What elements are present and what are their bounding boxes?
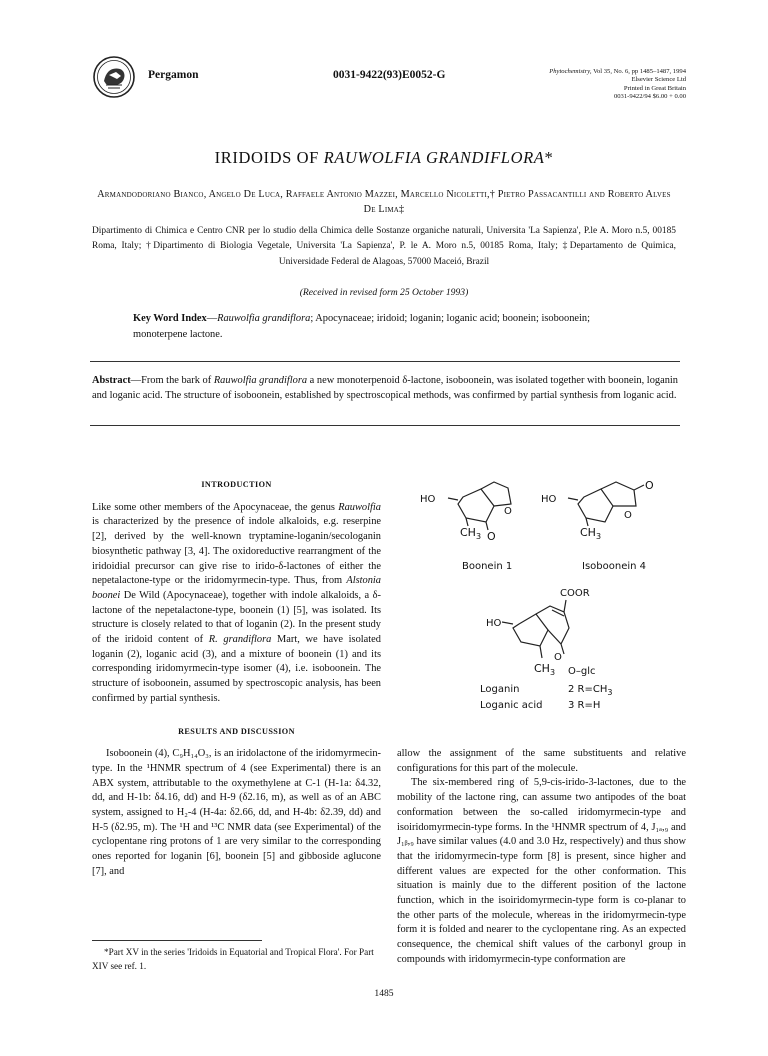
right-paragraph-continued: allow the assignment of the same substituents and relative configurations for this part of the molecule. bbox=[397, 748, 686, 774]
loganin-structure bbox=[480, 588, 612, 711]
isoboonein-carbonyl-o: O bbox=[645, 479, 654, 492]
issn-line: 0031-9422/94 $6.00 + 0.00 bbox=[613, 92, 686, 100]
title-footnote-mark: * bbox=[544, 148, 554, 167]
abstract-bottom-rule bbox=[90, 425, 680, 426]
title-prefix: IRIDOIDS OF bbox=[214, 148, 324, 167]
affiliations: Dipartimento di Chimica e Centro CNR per lo studio della Chimica delle Sostanze organiche naturali, Universita 'La Sapienza', P.le A. Moro n.5, 00185 Roma, Italy; †Dipartimento di Biologia Vegetale, Universita 'La Sapienza', P. le A. Moro n.5, 00185 Roma, Italy; ‡Departamento de Quimica, Universidade Federal de Alagoas, 57000 Maceió, Brazil bbox=[92, 226, 676, 267]
loganin-ch3-label: $CH_3$ bbox=[534, 662, 556, 677]
boonein-structure bbox=[420, 482, 512, 572]
abstract-top-rule bbox=[90, 361, 680, 362]
journal-citation bbox=[496, 68, 686, 101]
publisher-name: Pergamon bbox=[148, 69, 199, 81]
loganin-ring-o: O bbox=[554, 652, 562, 663]
right-column bbox=[397, 747, 686, 968]
printed-line: Printed in Great Britain bbox=[623, 84, 686, 92]
title-species: RAUWOLFIA GRANDIFLORA bbox=[323, 148, 545, 167]
keywords-genus: Rauwolfia grandiflora bbox=[217, 313, 311, 324]
page-number: 1485 bbox=[374, 988, 394, 999]
loganin-name: Loganin bbox=[480, 684, 520, 695]
abstract-text: a new monoterpenoid δ-lactone, isoboonein, was isolated together with boonein, loganin and loganic acid. The structure of isoboonein, established by spectroscopical methods, was confirmed by partial synthesis from loganic acid. bbox=[92, 375, 678, 402]
intro-species-2: R. grandiflora bbox=[208, 634, 272, 646]
footnote-rule bbox=[92, 940, 262, 941]
boonein-ch3-label: $CH_3$ bbox=[460, 526, 482, 541]
introduction-heading: INTRODUCTION bbox=[201, 480, 272, 489]
isoboonein-label: Isoboonein 4 bbox=[582, 561, 647, 572]
publisher-line: Elsevier Science Ltd bbox=[631, 76, 686, 84]
coor-label: COOR bbox=[560, 588, 590, 599]
intro-text-c: De Wild (Apocynaceae), together with indole alkaloids, a δ-lactone of the nepetalactone-type, boonein (1) [5], was isolated. Its structure is closely related to that of loganin (2). In the present study of the iridoid content of bbox=[92, 589, 381, 646]
intro-text-d: Mart, we have isolated loganin (2), loganic acid (3), and a mixture of boonein (1) and its corresponding iridomyrmecin-type isomer (4), i.e. isoboonein. The structure of isoboonein, assumed by spectroscopic analysis, has been confirmed by partial synthesis. bbox=[92, 634, 381, 704]
isoboonein-ring-o: O bbox=[624, 510, 632, 521]
chemical-structures bbox=[396, 476, 684, 720]
author-list: Armandodoriano Bianco, Angelo De Luca, Raffaele Antonio Mazzei, Marcello Nicoletti,† Pietro Passacantilli and Roberto Alves De Lima‡ bbox=[97, 189, 671, 215]
received-date: (Received in revised form 25 October 1993) bbox=[299, 287, 469, 298]
intro-species: Alstonia boonei bbox=[92, 575, 381, 601]
abstract-species: Rauwolfia grandiflora bbox=[213, 375, 308, 386]
pergamon-logo bbox=[92, 55, 136, 99]
loganic-acid-name: Loganic acid bbox=[480, 700, 543, 711]
results-heading: RESULTS AND DISCUSSION bbox=[178, 726, 295, 736]
abstract-lead: —From the bark of bbox=[130, 375, 214, 386]
key-word-index bbox=[133, 311, 638, 342]
right-paragraph-conformation: The six-membered ring of 5,9-cis-irido-3-lactones, due to the mobility of the lactone ring, can assume two antipodes of the boat conformation between the so-called iridomyrmecin-type and isoiridomyrmecin-type forms. In the ¹HNMR spectrum of 4, J₁ₐ,₉ and J₁ᵦ,₉ have similar values (4.0 and 3.0 Hz, respectively) and thus show that the iridomyrmecin-type form [8] is present, since higher and different values are expected for the other conformation. This situation is mainly due to the different position of the lactone function, which in the isoiridomyrmecin-type form is co-planar to the other parts of the molecule, whereas in the iridomyrmecin-type form it is folded and nearer to the cyclopentane ring. As an expected consequence, the chemical shift values of the carbonyl group in compounds with iridomyrmecin-type conformation are bbox=[397, 777, 686, 965]
abstract-label: Abstract bbox=[92, 375, 131, 386]
intro-text-a: Like some other members of the Apocynaceae, the genus bbox=[92, 501, 339, 513]
left-column bbox=[92, 478, 381, 880]
journal-name: Phytochemistry, bbox=[549, 68, 592, 75]
introduction-paragraph bbox=[92, 501, 381, 707]
boonein-carbonyl-o: O bbox=[487, 530, 496, 543]
keywords-dash: — bbox=[206, 313, 218, 324]
loganin-ho-label: HO bbox=[486, 618, 502, 629]
results-paragraph: Isoboonein (4), C₉H₁₄O₃, is an iridolactone of the iridomyrmecin-type. In the ¹HNMR spectrum of 4 (see Experimental) there is an ABX system, attributable to the oxymethylene at C-1 (H-1a: δ4.32, dd, and H-1b: δ4.16, dd) and H-9 (δ2.16, m), as well as of an ABC system, assigned to H₂-4 (H-4a: δ2.66, dd, and H-4b: δ2.39, dd) and H-5 (δ2.95, m). The ¹H and ¹³C NMR data (see Experimental) of the cyclopentane ring protons of 1 are very similar to the corresponding ones reported for loganin [6], boonein [5] and gibboside aglucone [7], and bbox=[92, 748, 381, 877]
loganic-acid-r-group: 3 R=H bbox=[568, 700, 601, 711]
isoboonein-structure bbox=[541, 479, 654, 572]
isoboonein-ho-label: HO bbox=[541, 494, 557, 505]
loganin-r-group: 2 $R=CH_3$ bbox=[568, 684, 613, 697]
paper-title bbox=[0, 148, 768, 168]
intro-text-b: is characterized by the presence of indole alkaloids, e.g. reserpine [2], derived by the well-known tryptamine-loganin/secologanin biosynthetic pathway [3, 4]. The oxidoreductive rearrangment of the iridoidial precursor can give rise to irido-δ-lactones of either the nepetalactone-type or the iridomyrmecin-type. Thus, from bbox=[92, 516, 381, 587]
boonein-ho-label: HO bbox=[420, 494, 436, 505]
article-code: 0031-9422(93)E0052-G bbox=[333, 69, 446, 81]
oglc-label: O–glc bbox=[568, 666, 596, 677]
abstract bbox=[92, 373, 678, 404]
boonein-label: Boonein 1 bbox=[462, 561, 513, 572]
boonein-ring-o: O bbox=[504, 506, 512, 517]
intro-genus: Rauwolfia bbox=[338, 501, 381, 513]
keywords-rest: ; Apocynaceae; iridoid; loganin; loganic acid; boonein; isoboonein; monoterpene lactone. bbox=[133, 313, 590, 340]
journal-volume: Vol 35, No. 6, pp 1485–1487, 1994 bbox=[593, 68, 686, 75]
isoboonein-ch3-label: $CH_3$ bbox=[580, 526, 602, 541]
footnote: *Part XV in the series 'Iridoids in Equatorial and Tropical Flora'. For Part XIV see ref. 1. bbox=[92, 947, 374, 971]
keywords-label: Key Word Index bbox=[133, 313, 207, 324]
